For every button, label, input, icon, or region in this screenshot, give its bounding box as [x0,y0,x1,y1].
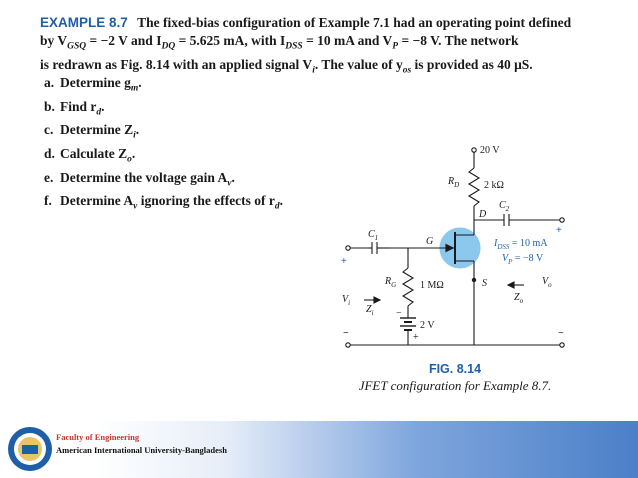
vo-plus-terminal [560,218,564,222]
drain-label: D [479,209,487,220]
zi-label: $Z_i$ [366,304,374,317]
zi-arrowhead [374,297,380,303]
university-name: American International University-Bangladesh [56,445,227,455]
vi-plus-sign: + [341,256,347,267]
battery-plus-sign: + [413,332,419,343]
task-item: c. Determine $Z_i$. [44,122,140,142]
vo-minus-terminal [560,343,564,347]
c1-label: $C_1$ [368,229,379,242]
source-label: S [482,278,487,289]
gate-label: G [426,236,434,247]
footer-bar [0,421,638,478]
figure-number: FIG. 8.14 [428,362,482,376]
example-label: EXAMPLE 8.7 [40,15,128,30]
figure-caption-text: JFET configuration for Example 8.7. [358,378,552,393]
task-item: e. Determine the voltage gain $A_v$. [44,169,235,189]
task-item: a. Determine $g_m$. [44,75,142,94]
zo-arrowhead [508,282,514,288]
vi-minus-terminal [346,343,350,347]
rg-value: 1 MΩ [420,280,444,291]
vo-minus-sign: − [558,328,564,339]
rg-resistor [403,268,413,306]
vgg-label: 2 V [420,320,435,331]
task-item: f. Determine $A_v$ ignoring the effects of $r_d$. [44,193,284,213]
source-node [472,278,476,282]
vo-label: $V_o$ [542,276,552,289]
battery-minus-sign: − [396,308,402,319]
vo-plus-sign: + [556,225,562,236]
rd-value: 2 kΩ [484,180,504,191]
jfet-circuit-diagram [330,140,580,365]
vp-label: $V_P = -8$ V [502,253,544,266]
university-seal-icon [6,425,54,473]
vi-minus-sign: − [343,328,349,339]
vi-plus-terminal [346,246,350,250]
rg-label: $R_G$ [385,276,397,289]
task-item: b. Find $r_d$. [44,98,105,118]
rd-resistor [469,168,479,206]
statement-text: The fixed-bias configuration of Example 7.1 had an operating point defined by $V_{GSQ} = -2$ V and $I_{DQ} = 5.625$ mA, with $I_{DSS} = 10$ mA and $V_P = -8$ V. The network is redrawn as Fig. 8.14 with an applied signal $V_i$. The value of $y_{os}$ is provided as 40 μS. [40,15,572,76]
faculty-name: Faculty of Engineering [56,432,140,442]
zo-label: $Z_o$ [514,292,524,305]
task-item: d. Calculate $Z_o$. [44,146,136,165]
problem-statement [40,14,600,80]
vdd-label: 20 V [480,145,500,156]
idss-label: $I_{DSS} = 10$ mA [494,238,548,251]
task-list [44,74,283,216]
vi-label: $V_i$ [342,294,351,307]
c2-label: $C_2$ [499,200,510,213]
rd-label: $R_D$ [448,176,460,189]
figure-caption [330,362,580,394]
vdd-terminal [472,148,476,152]
